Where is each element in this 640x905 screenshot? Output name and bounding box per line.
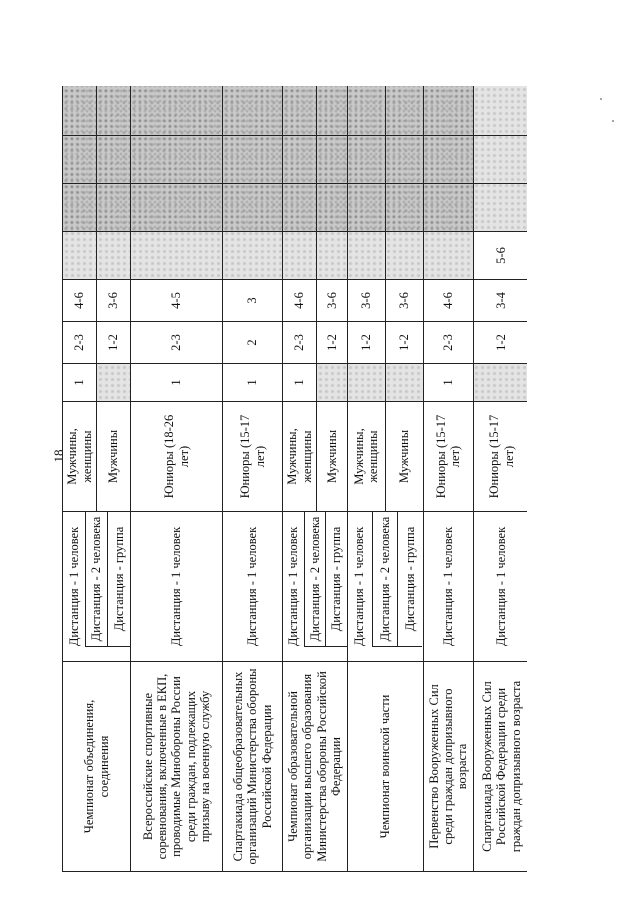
distance-item: Дистанция - 2 человека bbox=[372, 512, 397, 647]
category-cell: Мужчины, женщины bbox=[347, 402, 385, 512]
rank-cell: 3 bbox=[223, 280, 283, 322]
shaded-cell bbox=[317, 136, 347, 184]
rank-cell: 1 bbox=[223, 364, 283, 402]
rank-cell: 1-2 bbox=[347, 322, 385, 364]
page-number: 18 bbox=[51, 449, 66, 463]
rotated-table-container bbox=[62, 86, 527, 872]
shaded-cell bbox=[283, 184, 317, 232]
shaded-cell bbox=[317, 184, 347, 232]
shaded-cell bbox=[283, 136, 317, 184]
distance-cell bbox=[423, 512, 473, 662]
competition-cell: Чемпионат объединения, соединения bbox=[63, 662, 131, 872]
rank-cell bbox=[473, 364, 527, 402]
rank-cell: 4-6 bbox=[423, 280, 473, 322]
shaded-cell bbox=[97, 136, 131, 184]
distance-item: Дистанция - 1 человек bbox=[66, 526, 81, 647]
distance-item: Дистанция - 1 человек bbox=[245, 526, 260, 647]
table-row bbox=[131, 86, 223, 872]
rank-cell bbox=[347, 364, 385, 402]
shaded-cell bbox=[473, 86, 527, 136]
distance-item: Дистанция - группа bbox=[397, 512, 422, 647]
rank-cell bbox=[97, 364, 131, 402]
category-cell: Мужчины, женщины bbox=[63, 402, 97, 512]
distance-item: Дистанция - группа bbox=[107, 512, 130, 647]
shaded-cell bbox=[63, 184, 97, 232]
category-cell: Мужчины bbox=[317, 402, 347, 512]
rank-cell: 2 bbox=[223, 322, 283, 364]
distance-item: Дистанция - 1 человек bbox=[440, 526, 455, 647]
table-row bbox=[347, 86, 385, 872]
table-row bbox=[63, 86, 97, 872]
distance-item: Дистанция - группа bbox=[325, 512, 347, 647]
shaded-cell bbox=[223, 232, 283, 280]
rank-cell: 4-5 bbox=[131, 280, 223, 322]
scan-speck bbox=[612, 120, 614, 122]
distance-cell bbox=[473, 512, 527, 662]
distance-item: Дистанция - 1 человек bbox=[169, 526, 184, 647]
category-cell: Юниоры (18-26 лет) bbox=[131, 402, 223, 512]
rank-cell: 2-3 bbox=[283, 322, 317, 364]
table-row bbox=[223, 86, 283, 872]
shaded-cell bbox=[385, 86, 423, 136]
shaded-cell bbox=[63, 86, 97, 136]
shaded-cell bbox=[423, 184, 473, 232]
shaded-cell bbox=[347, 136, 385, 184]
shaded-cell bbox=[223, 136, 283, 184]
shaded-cell bbox=[317, 86, 347, 136]
document-sheet bbox=[62, 86, 527, 872]
competition-cell: Спартакиада общеобразовательных организаций Министерства обороны Российской Федерации bbox=[223, 662, 283, 872]
rank-cell: 1 bbox=[63, 364, 97, 402]
competition-cell: Чемпионат воинской части bbox=[347, 662, 423, 872]
distance-cell bbox=[347, 512, 423, 662]
shaded-cell bbox=[97, 86, 131, 136]
shaded-cell bbox=[347, 232, 385, 280]
competition-cell: Чемпионат образовательной организации высшего образования Министерства обороны Российской Федерации bbox=[283, 662, 348, 872]
rank-cell: 3-4 bbox=[473, 280, 527, 322]
shaded-cell bbox=[317, 232, 347, 280]
rank-cell: 1-2 bbox=[473, 322, 527, 364]
shaded-cell bbox=[347, 86, 385, 136]
shaded-cell bbox=[473, 136, 527, 184]
table-row bbox=[473, 86, 527, 872]
distance-cell bbox=[283, 512, 348, 662]
category-cell: Юниоры (15-17 лет) bbox=[473, 402, 527, 512]
rank-cell: 4-6 bbox=[283, 280, 317, 322]
shaded-cell bbox=[423, 86, 473, 136]
scan-speck bbox=[600, 98, 602, 100]
competition-cell: Спартакиада Вооруженных Сил Российской Федерации среди граждан допризывного возраста bbox=[473, 662, 527, 872]
shaded-cell bbox=[63, 232, 97, 280]
shaded-cell bbox=[131, 232, 223, 280]
distance-cell bbox=[223, 512, 283, 662]
shaded-cell bbox=[473, 184, 527, 232]
shaded-cell bbox=[283, 232, 317, 280]
category-cell: Мужчины, женщины bbox=[283, 402, 317, 512]
shaded-cell bbox=[131, 86, 223, 136]
rank-cell: 2-3 bbox=[63, 322, 97, 364]
category-cell: Мужчины bbox=[385, 402, 423, 512]
rank-cell: 1 bbox=[423, 364, 473, 402]
distance-cell bbox=[63, 512, 131, 662]
competition-cell: Первенство Вооруженных Сил среди граждан допризывного возраста bbox=[423, 662, 473, 872]
shaded-cell bbox=[97, 232, 131, 280]
competition-cell: Всероссийские спортивные соревнования, включенные в ЕКП, проводимые Минобороны России среди граждан, подлежащих призыву на военную службу bbox=[131, 662, 223, 872]
category-cell: Юниоры (15-17 лет) bbox=[223, 402, 283, 512]
distance-item: Дистанция - 1 человек bbox=[352, 526, 367, 647]
shaded-cell bbox=[423, 232, 473, 280]
rank-cell: 3-6 bbox=[97, 280, 131, 322]
distance-item: Дистанция - 1 человек bbox=[494, 526, 509, 647]
rank-cell: 5-6 bbox=[473, 232, 527, 280]
rank-cell bbox=[317, 364, 347, 402]
distance-cell bbox=[131, 512, 223, 662]
shaded-cell bbox=[97, 184, 131, 232]
rank-cell: 1 bbox=[131, 364, 223, 402]
shaded-cell bbox=[223, 184, 283, 232]
rank-cell: 4-6 bbox=[63, 280, 97, 322]
rank-cell: 3-6 bbox=[347, 280, 385, 322]
shaded-cell bbox=[131, 184, 223, 232]
shaded-cell bbox=[283, 86, 317, 136]
rank-cell: 3-6 bbox=[317, 280, 347, 322]
category-cell: Юниоры (15-17 лет) bbox=[423, 402, 473, 512]
rank-cell: 1 bbox=[283, 364, 317, 402]
distance-item: Дистанция - 2 человека bbox=[304, 512, 326, 647]
distance-item: Дистанция - 2 человека bbox=[85, 512, 108, 647]
shaded-cell bbox=[385, 232, 423, 280]
shaded-cell bbox=[223, 86, 283, 136]
distance-item: Дистанция - 1 человек bbox=[286, 526, 301, 647]
shaded-cell bbox=[385, 136, 423, 184]
rank-cell: 2-3 bbox=[423, 322, 473, 364]
rank-cell: 1-2 bbox=[385, 322, 423, 364]
category-cell: Мужчины bbox=[97, 402, 131, 512]
rank-cell: 3-6 bbox=[385, 280, 423, 322]
rank-cell bbox=[385, 364, 423, 402]
shaded-cell bbox=[423, 136, 473, 184]
rank-table bbox=[62, 86, 527, 872]
rank-cell: 1-2 bbox=[317, 322, 347, 364]
table-row bbox=[283, 86, 317, 872]
rank-cell: 2-3 bbox=[131, 322, 223, 364]
rank-cell: 1-2 bbox=[97, 322, 131, 364]
shaded-cell bbox=[131, 136, 223, 184]
table-row bbox=[423, 86, 473, 872]
shaded-cell bbox=[385, 184, 423, 232]
shaded-cell bbox=[347, 184, 385, 232]
shaded-cell bbox=[63, 136, 97, 184]
